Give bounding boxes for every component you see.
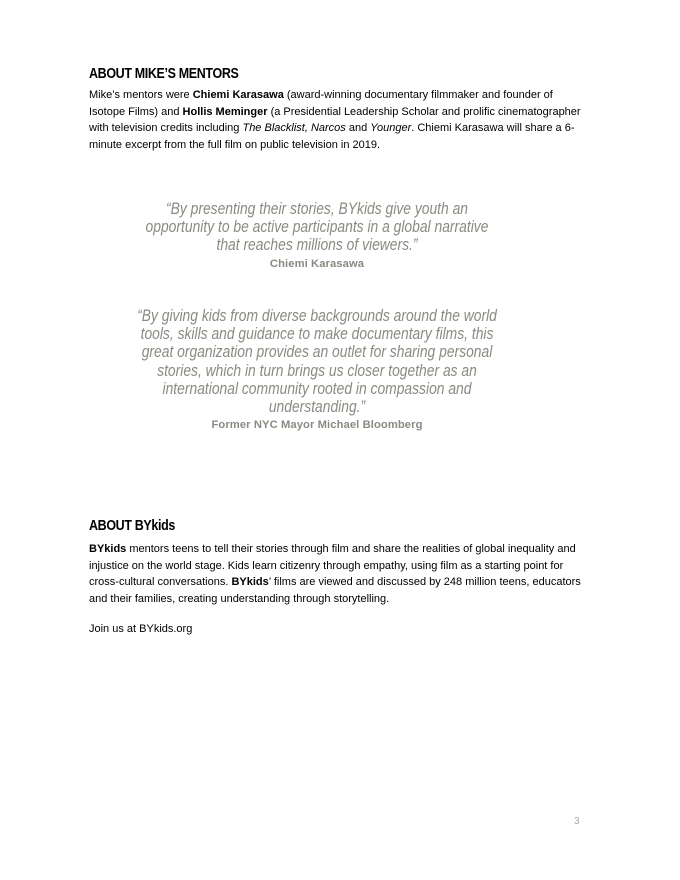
join-us-line: Join us at BYkids.org — [89, 623, 193, 635]
mentors-paragraph — [89, 87, 589, 153]
mentor1-name: Chiemi Karasawa — [192, 89, 284, 101]
mentor2-description: (a Presidential Leadership Scholar and prolific cinematographer with television credits including — [89, 105, 581, 134]
credit-narcos: Narcos — [310, 122, 346, 134]
quote-text: “By giving kids from diverse backgrounds around the world tools, skills and guidance to make documentary films, this great organization provides an outlet for sharing personal stories, which in turn brings us closer together as an international community rooted in compassion and understanding.” — [137, 307, 497, 417]
mentors-intro: Mike’s mentors were — [89, 89, 193, 101]
pull-quote-karasawa — [130, 200, 504, 270]
bykids-section-heading: ABOUT BYkids — [89, 518, 175, 534]
mentor2-name: Hollis Meminger — [182, 105, 268, 118]
credit-younger: Younger — [370, 122, 412, 134]
quote-text: “By presenting their stories, BYkids give youth an opportunity to be active participants in a global narrative that reaches millions of viewers.” — [145, 200, 489, 255]
credit-separator-2: and — [345, 122, 371, 134]
mentors-closing: . Chiemi Karasawa will share a 6-minute excerpt from the full film on public television in 2019. — [89, 122, 575, 151]
quote-attribution: Former NYC Mayor Michael Bloomberg — [211, 419, 423, 432]
mentor1-description: (award-winning documentary filmmaker and founder of Isotope Films) and — [89, 89, 553, 118]
page-number: 3 — [574, 816, 580, 827]
credit-blacklist: The Blacklist — [242, 122, 305, 134]
bykids-text-2: ’ films are viewed and discussed by 248 million teens, educators and their families, creating understanding through storytelling. — [89, 576, 581, 605]
bykids-text-1: mentors teens to tell their stories through film and share the realities of global inequality and injustice on the world stage. Kids learn citizenry through empathy, using film as a starting point for cross-cultural conversations. — [89, 543, 576, 588]
bykids-brand: BYkids — [231, 576, 269, 588]
mentors-section-heading: ABOUT MIKE’S MENTORS — [89, 66, 239, 82]
quote-attribution: Chiemi Karasawa — [269, 257, 365, 270]
bykids-paragraph — [89, 541, 589, 607]
pull-quote-bloomberg — [130, 307, 504, 431]
bykids-brand: BYkids — [89, 543, 127, 555]
credit-separator-1: , — [304, 122, 311, 134]
